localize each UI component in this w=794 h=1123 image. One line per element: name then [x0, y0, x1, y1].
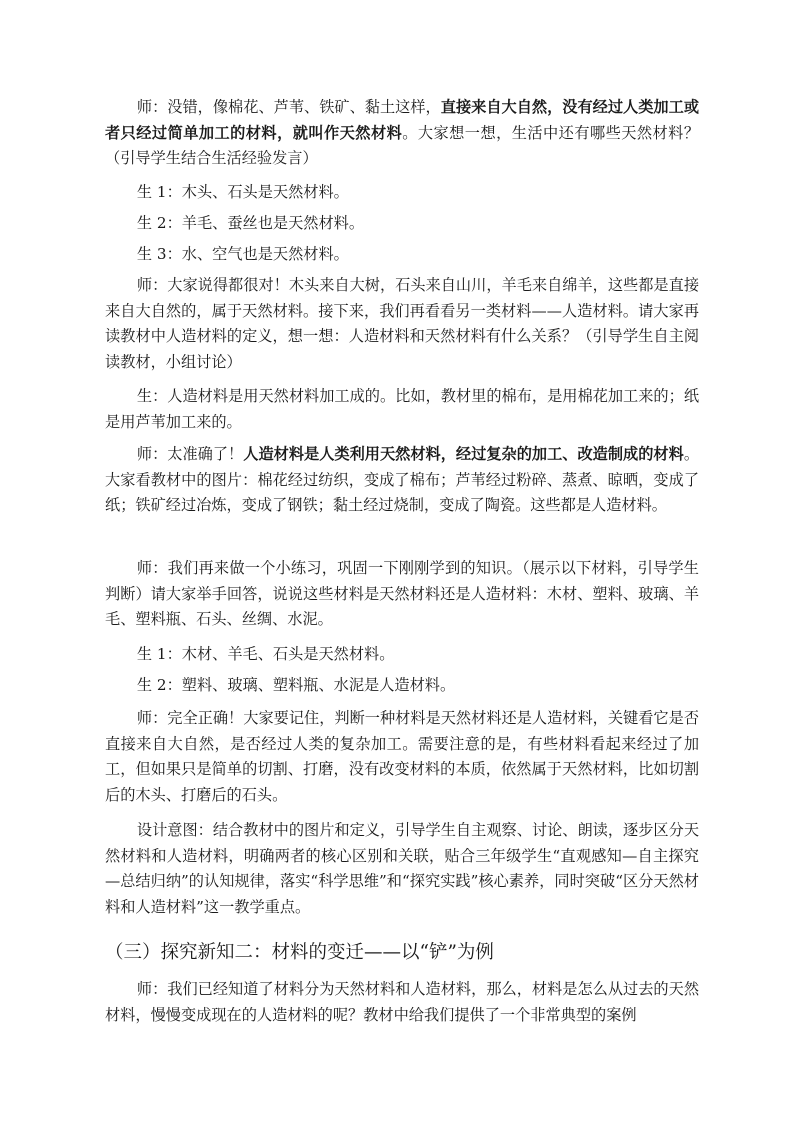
paragraph-student-1: [105, 180, 699, 206]
paragraph-design-intent: [105, 818, 699, 920]
text-run: 生 1：木头、石头是天然材料。: [136, 183, 349, 201]
paragraph-teacher-artificial-intro: [105, 273, 699, 375]
paragraph-teacher-artificial-definition: [105, 442, 699, 519]
paragraph-student-1-answer: [105, 642, 699, 668]
text-run: 设计意图：结合教材中的图片和定义，引导学生自主观察、讨论、朗读，逐步区分天然材料和人造材料，明确两者的核心区别和关联，贴合三年级学生“直观感知—自主探究—总结归纳”的认知规律，落实“科学思维”和“探究实践”核心素养，同时突破“区分天然材料和人造材料”这一教学重点。: [105, 821, 699, 916]
text-run: 师：没错，像棉花、芦苇、铁矿、黏土这样，: [136, 98, 441, 116]
paragraph-teacher-natural-definition: [105, 95, 699, 172]
text-run: 生 3：水、空气也是天然材料。: [136, 245, 349, 263]
text-run: 生 2：羊毛、蚕丝也是天然材料。: [136, 214, 365, 232]
text-run: 师：太准确了！: [136, 445, 244, 463]
paragraph-teacher-transition: [105, 977, 699, 1028]
text-run: 师：我们已经知道了材料分为天然材料和人造材料，那么，材料是怎么从过去的天然材料，慢慢变成现在的人造材料的呢？教材中给我们提供了一个非常典型的案例: [105, 980, 699, 1024]
paragraph-student-2-answer: [105, 673, 699, 699]
text-run: 生 2：塑料、玻璃、塑料瓶、水泥是人造材料。: [136, 676, 456, 694]
bold-definition: 直接来自大自然，没有经过人类加工或者只经过简单加工的材料，就叫作天然材料: [105, 98, 700, 142]
paragraph-student-answer: [105, 384, 699, 435]
text-run: 生 1：木材、羊毛、石头是天然材料。: [136, 645, 395, 663]
section-heading: （三）探究新知二：材料的变迁——以“铲”为例: [105, 942, 494, 963]
paragraph-student-2: [105, 211, 699, 237]
text-run: 师：完全正确！大家要记住，判断一种材料是天然材料还是人造材料，关键看它是否直接来自大自然，是否经过人类的复杂加工。需要注意的是，有些材料看起来经过了加工，但如果只是简单的切割、打磨，没有改变材料的本质，依然属于天然材料，比如切割后的木头、打磨后的石头。: [105, 709, 699, 804]
bold-definition: 人造材料是人类利用天然材料，经过复杂的加工、改造制成的材料: [243, 445, 684, 463]
text-run: 师：大家说得都很对！木头来自大树，石头来自山川，羊毛来自绵羊，这些都是直接来自大自然的，属于天然材料。接下来，我们再看看另一类材料——人造材料。请大家再读教材中人造材料的定义，想一想：人造材料和天然材料有什么关系？（引导学生自主阅读教材，小组讨论）: [105, 276, 699, 371]
text-run: 。大家想一想，生活中还有哪些天然材料？（引导学生结合生活经验发言）: [105, 123, 700, 167]
text-run: 生：人造材料是用天然材料加工成的。比如，教材里的棉布，是用棉花加工来的；纸是用芦苇加工来的。: [105, 387, 699, 431]
paragraph-student-3: [105, 242, 699, 268]
text-run: 师：我们再来做一个小练习，巩固一下刚刚学到的知识。（展示以下材料，引导学生判断）请大家举手回答，说说这些材料是天然材料还是人造材料：木材、塑料、玻璃、羊毛、塑料瓶、石头、丝绸、水泥。: [105, 559, 699, 628]
text-run: 。大家看教材中的图片：棉花经过纺织，变成了棉布；芦苇经过粉碎、蒸煮、晾晒，变成了纸；铁矿经过冶炼，变成了钢铁；黏土经过烧制，变成了陶瓷。这些都是人造材料。: [105, 445, 700, 514]
paragraph-teacher-summary: [105, 706, 699, 808]
paragraph-teacher-exercise: [105, 556, 699, 633]
